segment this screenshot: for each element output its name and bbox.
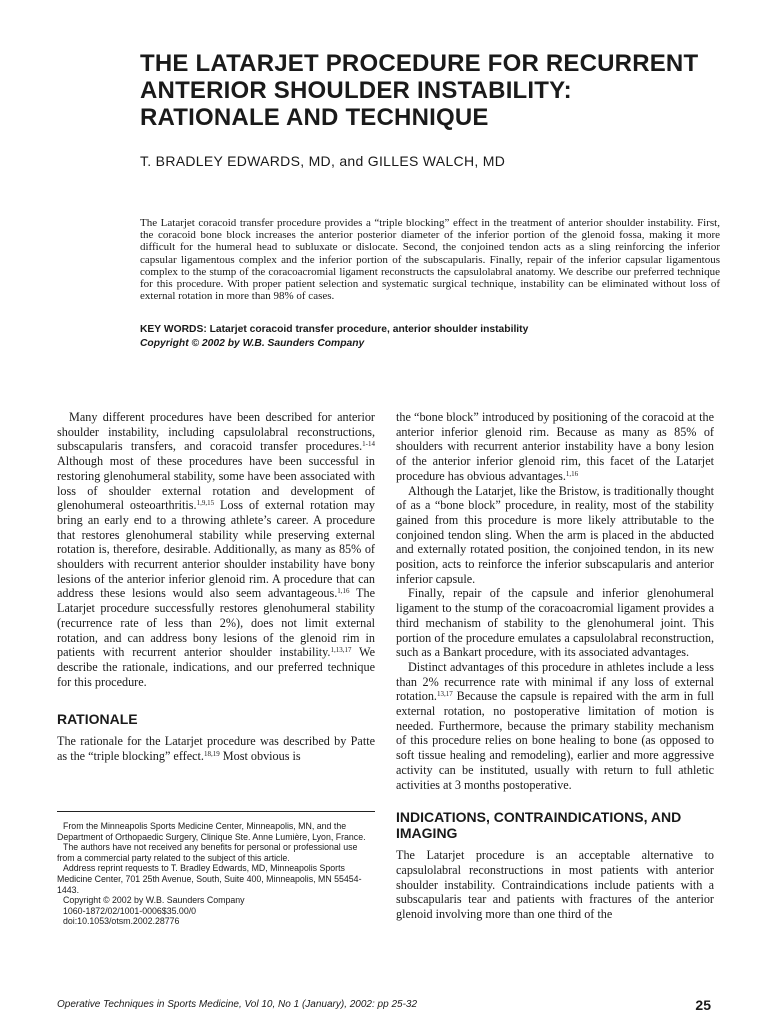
footnote-doi: doi:10.1053/otsm.2002.28776 [63, 916, 180, 927]
section-heading-rationale: RATIONALE [57, 711, 138, 728]
citation: 1,9,15 [196, 499, 215, 508]
body-paragraph: Finally, repair of the capsule and inferior glenohumeral ligament to the stump of the coracoacromial ligament provides a third mechanism of stability to the glenohumeral joint. This portion of the procedure emulates a capsulolabral reconstruction, such as a Bankart procedure, with its associated advantages. [396, 586, 714, 660]
body-paragraph: the “bone block” introduced by positioning of the coracoid at the anterior inferior glenoid rim. Because as many as 85% of shoulders with recurrent anterior instability have a bony lesion of the anterior inferior glenoid rim, this facet of the Latarjet procedure has obvious advantages.$^{1,16}$ [396, 410, 714, 483]
right-column [396, 410, 714, 922]
keywords: KEY WORDS: Latarjet coracoid transfer procedure, anterior shoulder instability [140, 324, 529, 335]
authors: T. BRADLEY EDWARDS, MD, and GILLES WALCH, MD [140, 153, 506, 169]
title-line: RATIONALE AND TECHNIQUE [140, 104, 489, 131]
footnote-issn: 1060-1872/02/1001-0006$35.00/0 [63, 905, 197, 916]
page-number: 25 [695, 997, 711, 1013]
left-column [57, 410, 375, 764]
rationale-paragraph: The rationale for the Latarjet procedure was described by Patte as the “triple blocking” effect.$^{18,19}$ Most obvious is [57, 734, 375, 764]
intro-paragraph: Many different procedures have been described for anterior shoulder instability, including capsulolabral reconstructions, subscapularis transfers, and coracoid transfer procedures.$^{1-14}$ Although most of these procedures have been successful in restoring glenohumeral stability, some have been associated with loss of shoulder external rotation and development of glenohumeral osteoarthritis.$^{1,9,15}$ Loss of external rotation may bring an early end to a throwing athlete’s career. A procedure that restores glenohumeral stability while preserving external rotation is, therefore, desirable. Additionally, as many as 85% of shoulders with recurrent anterior shoulder instability have bony lesions of the anterior inferior glenoid rim. A procedure that can address these lesions would also seem advantageous.$^{1,16}$ The Latarjet procedure successfully restores glenohumeral stability (recurrence rate of less than 2%), does not limit external rotation, and can address bony lesions of the glenoid rim in patients with recurrent anterior shoulder instability.$^{1,13,17}$ We describe the rationale, indications, and our preferred technique for this procedure. [57, 410, 375, 689]
citation: 1-14 [362, 440, 375, 449]
footnote-disclosure: The authors have not received any benefits for personal or professional use from a commercial party related to the subject of this article. [57, 842, 358, 863]
citation: 13,17 [436, 690, 453, 699]
footnote-reprint: Address reprint requests to T. Bradley Edwards, MD, Minneapolis Sports Medicine Center, 701 25th Avenue, South, Suite 400, Minneapolis, MN 55454-1443. [57, 863, 362, 895]
citation: 18,19 [203, 750, 220, 759]
body-paragraph: Although the Latarjet, like the Bristow, is traditionally thought of as a “bone block” procedure, in reality, most of the stability gained from this procedure is more likely attributable to the conjoined tendon sling. When the arm is placed in the abducted and externally rotated position, the conjoined tendon, in its new position, acts to reinforce the inferior subscapularis and anterior inferior capsule. [396, 483, 714, 586]
footnote-divider [57, 811, 375, 812]
footnote-affiliation: From the Minneapolis Sports Medicine Center, Minneapolis, MN, and the Department of Orthopaedic Surgery, Clinique Ste. Anne Lumière, Lyon, France. [57, 821, 366, 842]
citation: 1,16 [565, 469, 579, 478]
title-line: THE LATARJET PROCEDURE FOR RECURRENT [140, 50, 699, 77]
body-paragraph: The Latarjet procedure is an acceptable alternative to capsulolabral reconstructions in most patients with anterior shoulder instability. Contraindications include patients with a subscapularis tear and patients with fractures of the anterior glenoid involving more than one third of the [396, 848, 714, 922]
title-line: ANTERIOR SHOULDER INSTABILITY: [140, 77, 572, 104]
citation: 1,13,17 [330, 646, 352, 655]
footnote-copyright: Copyright © 2002 by W.B. Saunders Company [63, 895, 245, 906]
citation: 1,16 [337, 587, 350, 596]
footnotes [57, 821, 375, 927]
body-paragraph: Distinct advantages of this procedure in athletes include a less than 2% recurrence rate with minimal if any loss of external rotation.$^{13,17}$ Because the capsule is repaired with the arm in full external rotation, no postoperative limitation of motion is needed. Furthermore, because the primary stability mechanism of this procedure relies on bone healing to bone (as opposed to soft tissue healing and remodeling), earlier and more aggressive activity can be instituted, usually with return to full athletic activities at 3 months postoperative. [396, 659, 714, 792]
section-heading-indications: INDICATIONS, CONTRAINDICATIONS, AND IMAGING [396, 809, 682, 842]
copyright-line: Copyright © 2002 by W.B. Saunders Company [140, 338, 365, 349]
journal-citation: Operative Techniques in Sports Medicine, Vol 10, No 1 (January), 2002: pp 25-32 [57, 999, 418, 1010]
article-title [140, 50, 740, 131]
abstract: The Latarjet coracoid transfer procedure provides a “triple blocking” effect in the treatment of anterior shoulder instability. First, the coracoid bone block increases the anterior posterior diameter of the inferior portion of the glenoid fossa, making it more difficult for the humeral head to subluxate or dislocate. Second, the conjoined tendon acts as a sling reinforcing the inferior capsular ligamentous complex and the inferior portion of the subscapularis. Finally, repair of the inferior capsular ligamentous complex to the stump of the coracoacromial ligament reconstructs the capsulolabral anatomy. We describe our preferred technique for this procedure. With proper patient selection and systematic surgical technique, instability can be eliminated without loss of external rotation in more than 98% of cases. [140, 217, 720, 303]
